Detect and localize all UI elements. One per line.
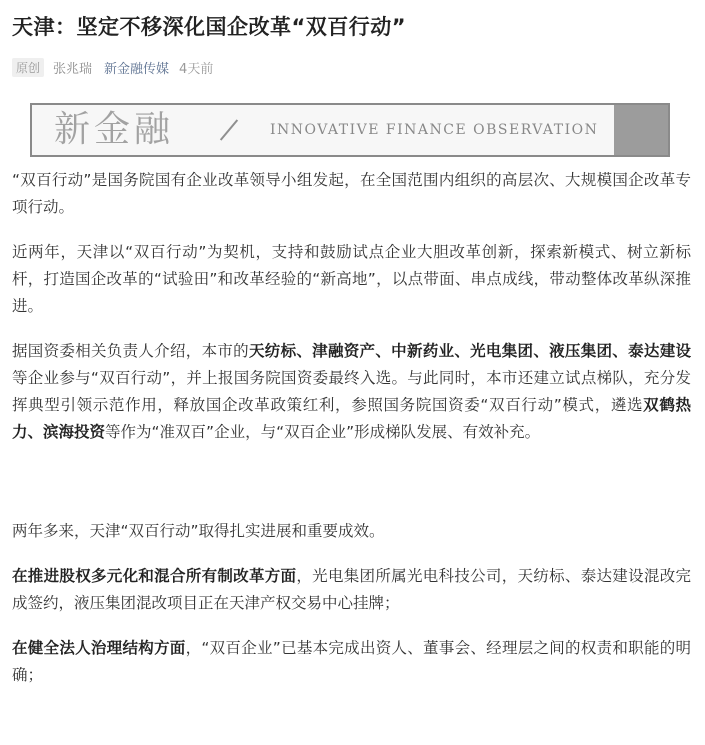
paragraph-3-bold-quasi-companies: 双鹤热力、滨海投资 (12, 396, 691, 441)
paragraph-5 (12, 563, 691, 617)
article-title: 天津：坚定不移深化国企改革“双百行动” (12, 15, 407, 39)
source-account-link[interactable]: 新金融传媒 (104, 61, 170, 77)
paragraph-3-text-2: 等企业参与“双百行动”，并上报国务院国资委最终入选。与此同时，本市还建立试点梯队，充分发挥典型引领示范作用，释放国企改革政策红利，参照国务院国资委“双百行动”模式，遴选 (12, 369, 691, 414)
paragraph-3-bold-companies: 天纺标、津融资产、中新药业、光电集团、液压集团、泰达建设 (248, 342, 691, 360)
author-name: 张兆瑞 (53, 61, 93, 77)
paragraph-3 (12, 338, 691, 446)
paragraph-6-bold-heading: 在健全法人治理结构方面 (12, 639, 186, 657)
publish-time: 4天前 (179, 61, 214, 77)
banner-logo-text: 新金融 (54, 109, 175, 150)
paragraph-6-text: ，“双百企业”已基本完成出资人、董事会、经理层之间的权责和职能的明确； (12, 639, 691, 684)
paragraph-5-bold-heading: 在推进股权多元化和混合所有制改革方面 (12, 567, 297, 585)
paragraph-3-text-3: 等作为“准双百”企业，与“双百企业”形成梯队发展、有效补充。 (105, 423, 541, 441)
paragraph-1: “双百行动”是国务院国有企业改革领导小组发起，在全国范围内组织的高层次、大规模国企改革专项行动。 (12, 171, 691, 216)
paragraph-3-text-1: 据国资委相关负责人介绍，本市的 (12, 342, 249, 360)
banner-slash-divider (220, 119, 238, 140)
banner-tagline: INNOVATIVE FINANCE OBSERVATION (270, 122, 599, 138)
paragraph-4: 两年多来，天津“双百行动”取得扎实进展和重要成效。 (12, 522, 385, 540)
banner-gray-block (614, 105, 668, 155)
article-body (12, 167, 691, 689)
original-badge: 原创 (12, 58, 44, 77)
brand-banner-image (30, 103, 670, 157)
article-meta (12, 57, 691, 77)
paragraph-6 (12, 635, 691, 689)
paragraph-2: 近两年，天津以“双百行动”为契机，支持和鼓励试点企业大胆改革创新，探索新模式、树立新标杆，打造国企改革的“试验田”和改革经验的“新高地”，以点带面、串点成线，带动整体改革纵深推进。 (12, 243, 691, 315)
paragraph-5-text: ，光电集团所属光电科技公司，天纺标、泰达建设混改完成签约，液压集团混改项目正在天津产权交易中心挂牌； (12, 567, 691, 612)
